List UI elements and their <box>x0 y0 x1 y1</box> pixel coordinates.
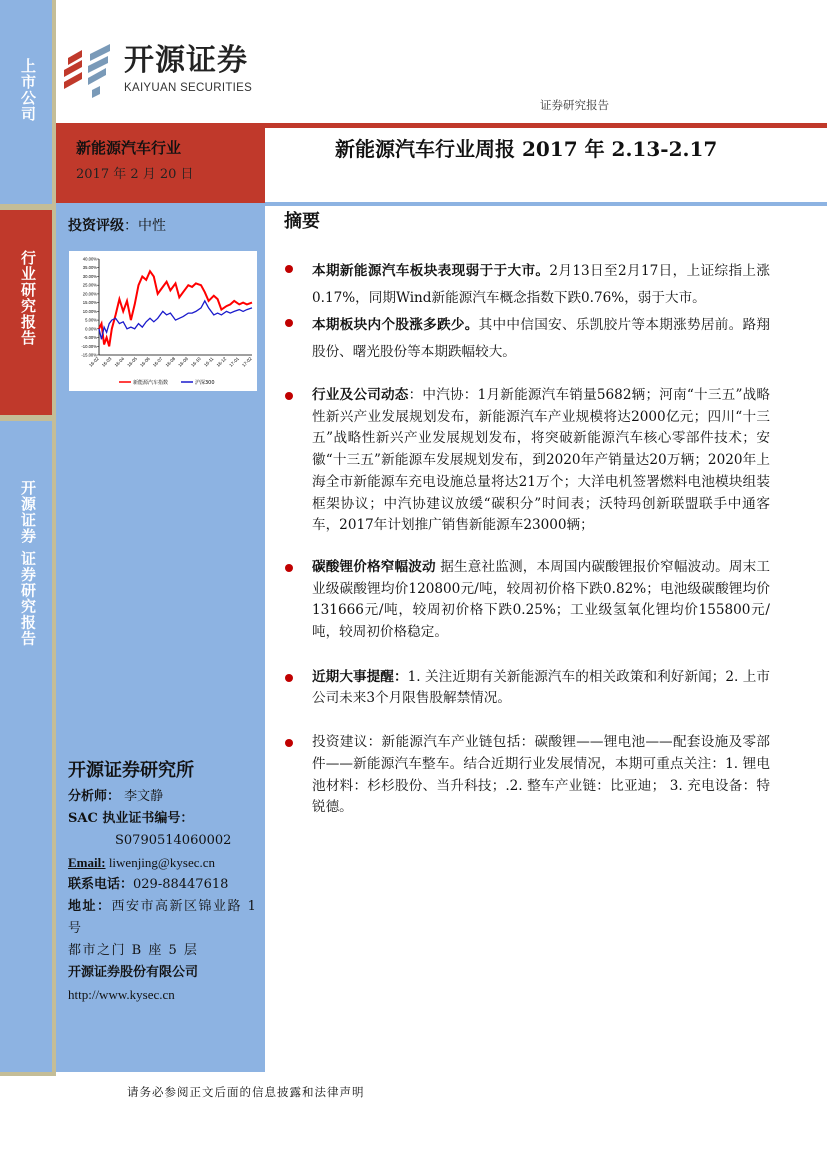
contact-block <box>68 756 263 1006</box>
bullet-text: 据生意社监测，本周国内碳酸锂报价窄幅波动。周末工业级碳酸锂均价120800元/吨，较周初价格下跌0.82%；电池级碳酸锂均价131666元/吨，较周初价格下跌0.25%；工业级氢氧化锂均价155800元/吨，较周初价格稳定。 <box>312 558 770 641</box>
logo-text-en: KAIYUAN SECURITIES <box>124 82 253 94</box>
x-tick-label: 16-04 <box>113 356 126 368</box>
summary-bullet <box>285 258 770 312</box>
y-tick-label: 5.00% <box>85 317 97 323</box>
sidebar-divider <box>0 415 52 421</box>
bullet-icon <box>285 265 293 273</box>
x-tick-label: 17-02 <box>241 356 253 368</box>
sidebar-bottom-border <box>0 1072 56 1076</box>
summary-list <box>285 258 770 819</box>
summary-bullet <box>285 312 770 366</box>
summary-bullet <box>285 385 770 537</box>
y-tick-label: 40.00% <box>82 256 97 262</box>
summary-bullet <box>285 667 770 710</box>
bullet-text: 2月13日至2月17日，上证综指上涨0.17%，同期Wind新能源汽车概念指数下跌0.76%，弱于大市。 <box>312 263 770 306</box>
logo-mark-icon <box>60 44 120 98</box>
x-tick-label: 16-10 <box>190 356 202 368</box>
bullet-lead: 行业及公司动态 <box>312 387 409 403</box>
y-tick-label: 10.00% <box>82 308 97 314</box>
bullet-text: 其中中信国安、乐凯胶片等本期涨势居前。路翔股份、曙光股份等本期跌幅较大。 <box>312 317 771 360</box>
research-institute: 开源证券研究所 <box>68 760 194 781</box>
report-title: 新能源汽车行业周报 2017 年 2.13-2.17 <box>335 137 718 161</box>
phone-number: 029-88447618 <box>133 877 229 892</box>
website-link[interactable]: http://www.kysec.cn <box>68 987 175 1002</box>
bullet-text: 1. 关注近期有关新能源汽车的相关政策和利好新闻；2. 上市公司未来3个月限售股解禁情况。 <box>312 668 770 707</box>
bullet-icon <box>285 392 293 400</box>
email <box>68 852 263 874</box>
sac-number: S0790514060002 <box>115 833 232 848</box>
sidebar-bottom-label: 开源证券 证券研究报告 <box>19 480 37 647</box>
rating-value: 中性 <box>138 218 166 234</box>
report-date: 2017 年 2 月 20 日 <box>76 167 194 182</box>
bullet-icon <box>285 564 293 572</box>
address-label: 地址： <box>68 899 112 914</box>
x-tick-label: 16-09 <box>177 356 189 368</box>
x-tick-label: 16-03 <box>100 356 113 368</box>
index-chart <box>69 251 257 391</box>
analyst <box>68 786 263 808</box>
email-link[interactable]: liwenjing@kysec.cn <box>108 855 216 870</box>
analyst-name: 李文静 <box>124 789 164 804</box>
phone <box>68 874 263 896</box>
y-tick-label: 20.00% <box>82 291 97 297</box>
bullet-lead: 近期大事提醒： <box>312 668 408 685</box>
x-tick-label: 16-08 <box>164 356 177 368</box>
header-blue-rule <box>265 202 827 206</box>
y-tick-label: -15.00% <box>81 352 97 358</box>
x-tick-label: 16-07 <box>151 356 164 368</box>
bullet-icon <box>285 319 293 327</box>
summary-bullet <box>285 732 770 819</box>
legend-label: 新能源汽车指数 <box>133 380 169 386</box>
y-tick-label: 35.00% <box>82 265 97 271</box>
sidebar-mid-label: 行业研究报告 <box>19 250 37 346</box>
legend-label: 沪深300 <box>195 380 215 386</box>
x-tick-label: 16-06 <box>139 356 151 368</box>
investment-rating <box>68 216 166 236</box>
bullet-lead: 碳酸锂价格窄幅波动 <box>312 558 436 575</box>
footer-disclaimer: 请务必参阅正文后面的信息披露和法律声明 <box>127 1085 365 1099</box>
y-tick-label: 0.00% <box>85 326 97 332</box>
y-tick-label: 30.00% <box>82 273 97 279</box>
analyst-label: 分析师： <box>68 789 121 804</box>
report-type: 证券研究报告 <box>540 98 609 112</box>
y-tick-label: -10.00% <box>81 343 97 349</box>
summary-bullet <box>285 557 770 644</box>
address <box>68 896 263 940</box>
logo-text-cn: 开源证券 <box>124 43 248 78</box>
rating-label: 投资评级 <box>68 218 124 234</box>
company-name: 开源证券股份有限公司 <box>68 965 199 980</box>
y-tick-label: -5.00% <box>83 335 97 341</box>
x-tick-label: 17-01 <box>228 356 240 368</box>
email-label: Email: <box>68 855 106 870</box>
bullet-icon <box>285 674 293 682</box>
sac-label-text: SAC 执业证书编号： <box>68 811 194 826</box>
x-tick-label: 16-12 <box>215 356 228 368</box>
rating-sep: ： <box>124 218 138 234</box>
summary-heading: 摘要 <box>284 211 320 232</box>
address-line-2: 都市之门 B 座 5 层 <box>68 943 199 958</box>
address-line-1: 西安市高新区锦业路 1 号 <box>68 899 258 936</box>
bullet-text: ：中汽协：1月新能源汽车销量5682辆；河南“十三五”战略性新兴产业发展规划发布，新能源汽车产业规模将达2000亿元；四川“十三五”战略性新兴产业发展规划发布，将突破新能源汽车核心零部件技术；安徽“十三五”新能源车发展规划发布，到2020年产销量达20万辆；2020年上海全市新能源车充电设施总量将达21万个；大洋电机签署燃料电池模块组装框架协议；中汽协建议放缓“碳积分”时间表；沃特玛创新联盟联手中通客车，2017年计划推广销售新能源车23000辆； <box>312 387 770 534</box>
phone-label: 联系电话： <box>68 877 134 892</box>
y-tick-label: 15.00% <box>82 300 97 306</box>
bullet-lead: 本期板块内个股涨多跌少。 <box>312 317 479 333</box>
industry-label: 新能源汽车行业 <box>76 139 182 157</box>
bullet-text: 投资建议：新能源汽车产业链包括：碳酸锂——锂电池——配套设施及零部件——新能源汽车整车。结合近期行业发展情况，本期可重点关注：1. 锂电池材料：杉杉股份、当升科技；.2. 整车产业链：比亚迪； 3. 充电设备：特锐德。 <box>312 734 770 816</box>
index-chart-svg <box>69 251 257 391</box>
bullet-lead: 本期新能源汽车板块表现弱于于大市。 <box>312 263 550 279</box>
industry-block <box>56 123 265 203</box>
company-logo <box>60 44 260 98</box>
bullet-icon <box>285 739 293 747</box>
series-line-nev-index <box>99 271 252 346</box>
x-tick-label: 16-05 <box>126 356 138 368</box>
sidebar-top-label: 上市公司 <box>19 58 37 122</box>
y-tick-label: 25.00% <box>82 282 97 288</box>
x-tick-label: 16-02 <box>88 356 100 368</box>
x-tick-label: 16-11 <box>203 356 215 368</box>
sac-label <box>68 808 263 830</box>
